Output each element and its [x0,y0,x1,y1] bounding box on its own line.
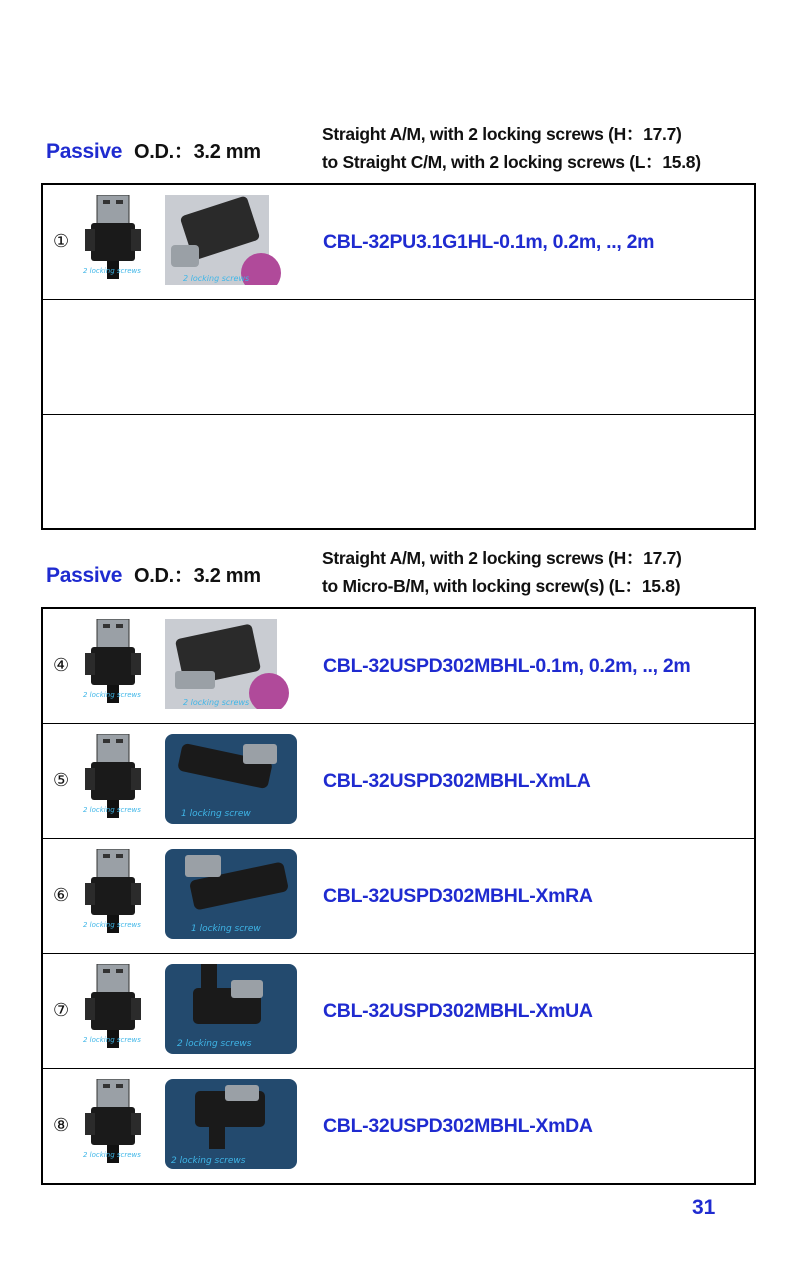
description-line-2: to Micro-B/M, with locking screw(s) (L：15.8) [322,576,681,596]
product-table-2 [41,607,756,1185]
table-row-empty [43,300,754,415]
row-number: ⑥ [53,885,70,905]
plug-caption: 2 locking screws [83,1036,141,1044]
table-row [43,609,754,724]
connector-description [322,120,701,176]
description-line-1: Straight A/M, with 2 locking screws (H：17.7) [322,548,682,568]
table-row [43,954,754,1069]
part-number: CBL-32USPD302MBHL-XmRA [323,885,593,907]
photo-caption: 1 locking screw [181,809,251,819]
plug-caption: 2 locking screws [83,267,141,275]
part-number: CBL-32PU3.1G1HL-0.1m, 0.2m, .., 2m [323,231,655,253]
down-angle-connector-photo [165,1079,297,1169]
connector-description [322,544,682,600]
od-label: O.D.：3.2 mm [134,565,261,587]
row-number: ⑦ [53,1000,70,1020]
plug-caption: 2 locking screws [83,1151,141,1159]
photo-caption: 2 locking screws [171,1156,246,1166]
table-row [43,185,754,300]
section-header-1 [42,120,758,176]
micro-b-connector-photo [165,619,297,709]
part-number: CBL-32USPD302MBHL-0.1m, 0.2m, .., 2m [323,655,691,677]
row-number: ① [53,231,70,251]
photo-caption: 2 locking screws [183,274,250,283]
plug-caption: 2 locking screws [83,921,141,929]
row-number: ⑧ [53,1115,70,1135]
type-c-connector-photo [165,195,297,285]
table-row [43,724,754,839]
photo-caption: 2 locking screws [183,698,250,707]
passive-label: Passive [46,564,123,587]
od-label: O.D.：3.2 mm [134,141,261,163]
table-row-empty [43,415,754,530]
part-number: CBL-32USPD302MBHL-XmDA [323,1115,593,1137]
plug-caption: 2 locking screws [83,806,141,814]
plug-caption: 2 locking screws [83,691,141,699]
photo-caption: 2 locking screws [177,1039,252,1049]
page-number: 31 [692,1196,716,1219]
row-number: ⑤ [53,770,70,790]
up-angle-connector-photo [165,964,297,1054]
table-row [43,1069,754,1184]
section-header-2 [42,544,758,600]
photo-caption: 1 locking screw [191,924,261,934]
left-angle-connector-photo [165,734,297,824]
right-angle-connector-photo [165,849,297,939]
part-number: CBL-32USPD302MBHL-XmUA [323,1000,593,1022]
passive-label: Passive [46,140,123,163]
product-table-1 [41,183,756,530]
part-number: CBL-32USPD302MBHL-XmLA [323,770,591,792]
table-row [43,839,754,954]
description-line-2: to Straight C/M, with 2 locking screws (L：15.8) [322,152,701,172]
description-line-1: Straight A/M, with 2 locking screws (H：17.7) [322,124,682,144]
row-number: ④ [53,655,70,675]
